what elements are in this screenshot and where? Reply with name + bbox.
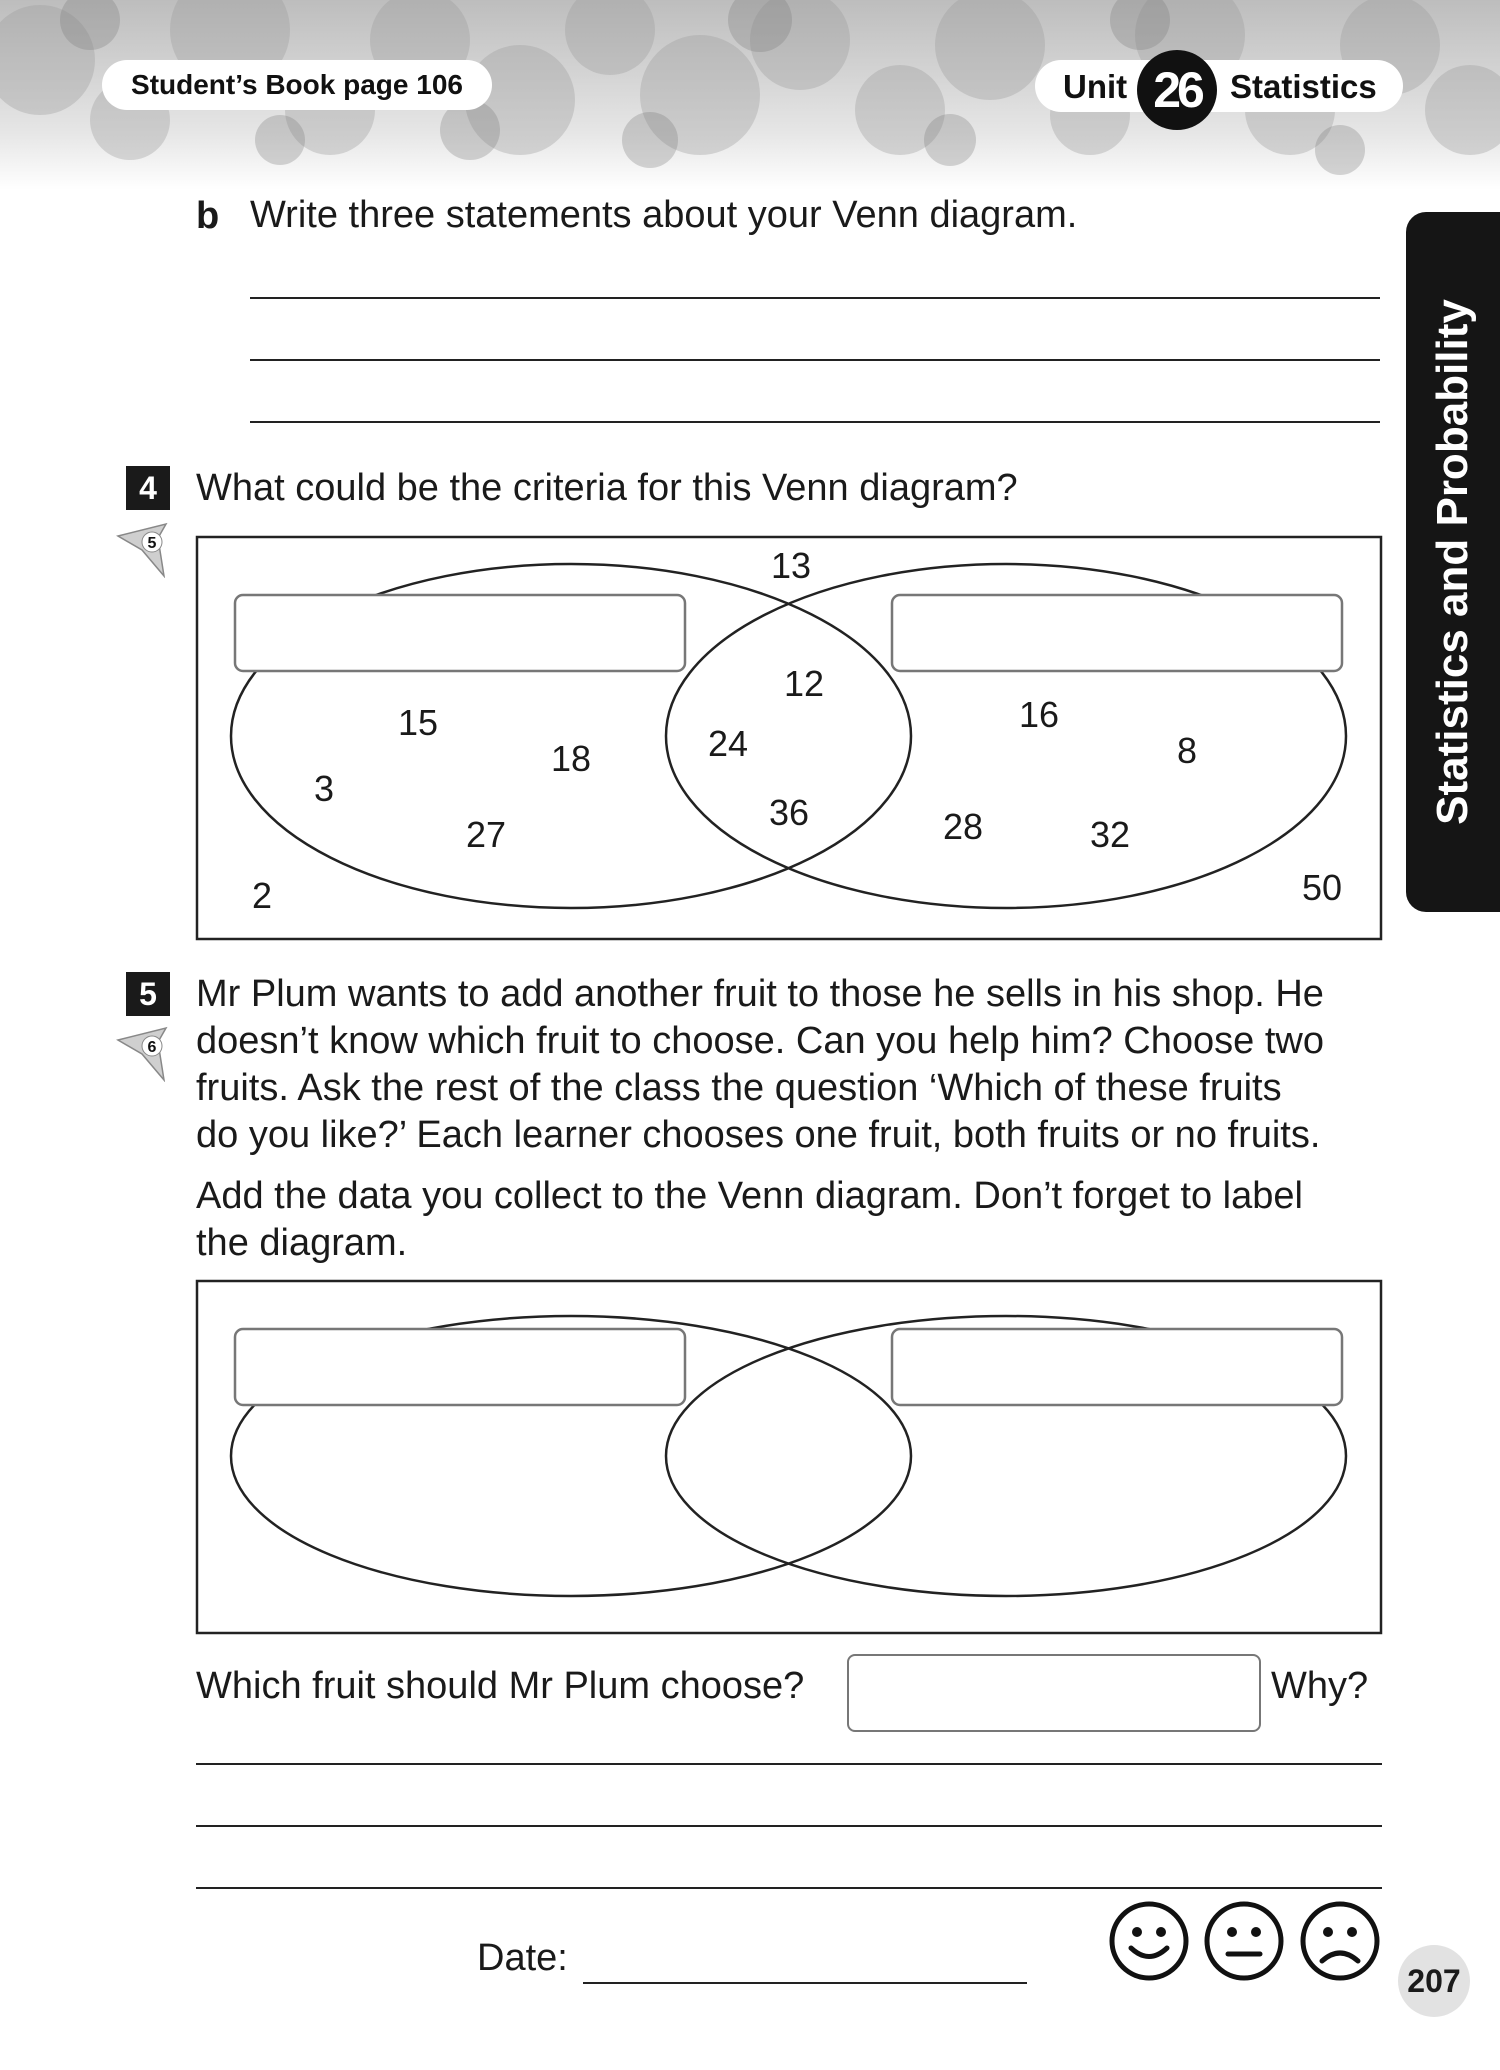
part-b-letter: b xyxy=(196,195,220,237)
question-number-badge: 4 xyxy=(126,466,170,510)
smile-face-icon[interactable] xyxy=(1109,1901,1189,1981)
question-number-badge: 5 xyxy=(126,972,170,1016)
why-prompt: Why? xyxy=(1271,1665,1369,1707)
unit-heading xyxy=(1035,60,1403,118)
question5-prompt xyxy=(196,971,1396,1267)
venn-value: 32 xyxy=(1089,814,1131,855)
prompt-line: fruits. Ask the rest of the class the question ‘Which of these fruits xyxy=(196,1067,1282,1109)
side-tab-label: Statistics and Probability xyxy=(1428,299,1477,825)
answer-line[interactable] xyxy=(196,1763,1382,1765)
venn-value: 24 xyxy=(707,723,749,764)
level-number: 5 xyxy=(147,535,157,552)
unit-number-badge: 26 xyxy=(1137,50,1217,130)
level-number: 6 xyxy=(147,1039,157,1056)
level-star-icon xyxy=(114,1022,170,1082)
venn-value: 27 xyxy=(465,814,507,855)
instruction-line: Add the data you collect to the Venn diagram. Don’t forget to label xyxy=(196,1175,1303,1217)
answer-line[interactable] xyxy=(250,297,1380,299)
venn-value: 15 xyxy=(397,702,439,743)
venn-right-label-box[interactable] xyxy=(892,595,1342,671)
venn-right-label-box[interactable] xyxy=(892,1329,1342,1405)
unit-title: Statistics xyxy=(1230,68,1377,105)
instruction-line: the diagram. xyxy=(196,1222,408,1264)
venn-value: 50 xyxy=(1301,867,1343,908)
venn-diagram-q4 xyxy=(196,536,1382,940)
sad-face-icon[interactable] xyxy=(1300,1901,1380,1981)
page-number: 207 xyxy=(1398,1945,1470,2017)
unit-word: Unit xyxy=(1063,68,1128,105)
venn-left-label-box[interactable] xyxy=(235,1329,685,1405)
answer-line[interactable] xyxy=(250,421,1380,423)
venn-value: 12 xyxy=(783,663,825,704)
venn-value: 18 xyxy=(550,738,592,779)
venn-value: 36 xyxy=(768,792,810,833)
answer-line[interactable] xyxy=(196,1887,1382,1889)
prompt-line: doesn’t know which fruit to choose. Can you help him? Choose two xyxy=(196,1020,1324,1062)
venn-value: 8 xyxy=(1176,730,1198,771)
prompt-line: Mr Plum wants to add another fruit to those he sells in his shop. He xyxy=(196,973,1324,1015)
part-b-prompt: Write three statements about your Venn diagram. xyxy=(250,194,1078,236)
venn-value: 2 xyxy=(251,875,273,916)
venn-value: 13 xyxy=(770,545,812,586)
question4-prompt: What could be the criteria for this Venn diagram? xyxy=(196,467,1018,509)
answer-line[interactable] xyxy=(196,1825,1382,1827)
student-book-reference: Student’s Book page 106 xyxy=(102,60,492,110)
venn-value: 3 xyxy=(313,768,335,809)
venn-value: 16 xyxy=(1018,694,1060,735)
venn-left-label-box[interactable] xyxy=(235,595,685,671)
venn-diagram-q5 xyxy=(196,1280,1382,1634)
date-line[interactable] xyxy=(583,1982,1027,1984)
side-section-tab xyxy=(1406,212,1500,912)
prompt-line: do you like?’ Each learner chooses one fruit, both fruits or no fruits. xyxy=(196,1114,1321,1156)
venn-value: 28 xyxy=(942,806,984,847)
level-star-icon xyxy=(114,518,170,578)
fruit-answer-box[interactable] xyxy=(847,1654,1261,1732)
choose-fruit-prompt: Which fruit should Mr Plum choose? xyxy=(196,1665,805,1707)
date-label: Date: xyxy=(477,1937,568,1979)
neutral-face-icon[interactable] xyxy=(1204,1901,1284,1981)
answer-line[interactable] xyxy=(250,359,1380,361)
